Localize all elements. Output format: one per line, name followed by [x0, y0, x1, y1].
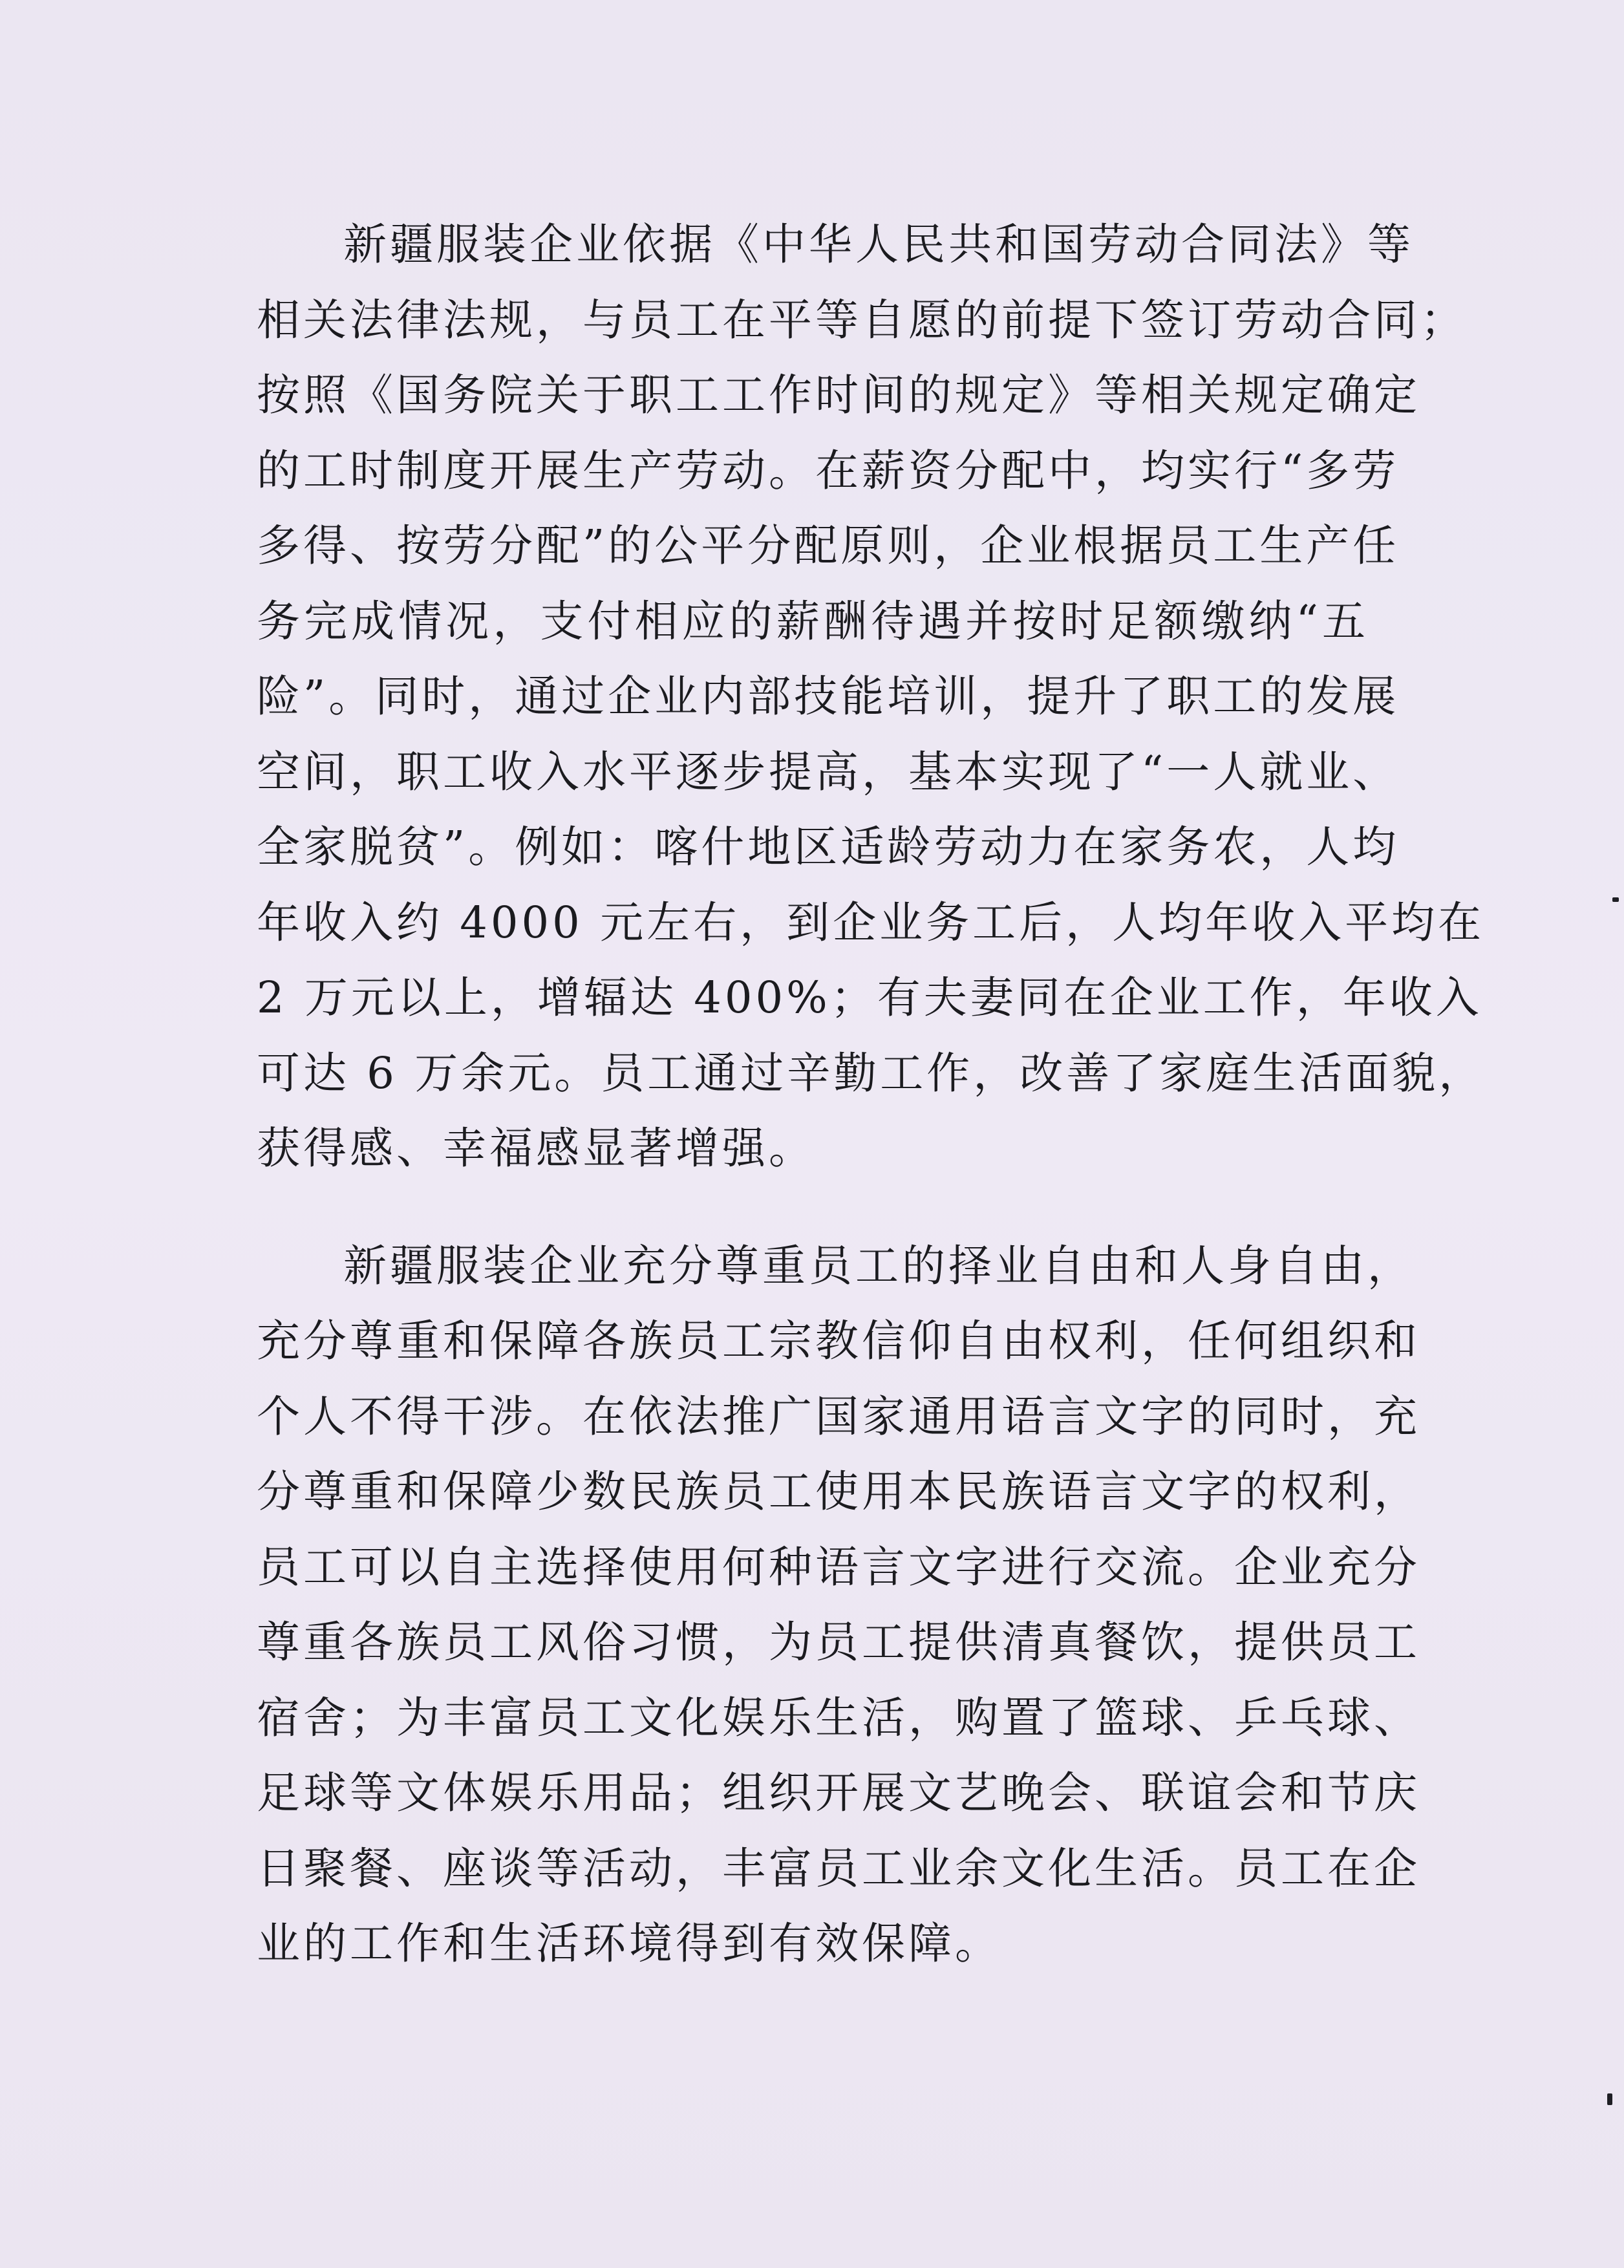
text-line: 尊重各族员工风俗习惯，为员工提供清真餐饮，提供员工 [257, 1617, 1420, 1667]
text-line: 可达 6 万余元。员工通过辛勤工作，改善了家庭生活面貌， [257, 1047, 1486, 1098]
scan-speck [1612, 897, 1619, 902]
text-line: 年收入约 4000 元左右，到企业务工后，人均年收入平均在 [257, 897, 1485, 948]
text-line: 宿舍；为丰富员工文化娱乐生活，购置了篮球、乒乓球、 [257, 1692, 1420, 1743]
text-line: 足球等文体娱乐用品；组织开展文艺晚会、联谊会和节庆 [257, 1768, 1420, 1818]
paragraph-freedom-rights [257, 1228, 1420, 1982]
text-line: 日聚餐、座谈等活动，丰富员工业余文化生活。员工在企 [257, 1843, 1420, 1894]
text-line: 多得、按劳分配”的公平分配原则，企业根据员工生产任 [257, 520, 1400, 571]
scan-speck [1607, 2093, 1612, 2105]
text-line: 2 万元以上，增辐达 400%；有夫妻同在企业工作，年收入 [257, 972, 1482, 1023]
text-line: 分尊重和保障少数民族员工使用本民族语言文字的权利， [257, 1466, 1420, 1517]
text-line: 按照《国务院关于职工工作时间的规定》等相关规定确定 [257, 370, 1420, 420]
text-line: 险”。同时，通过企业内部技能培训，提升了职工的发展 [257, 671, 1400, 722]
text-line: 空间，职工收入水平逐步提高，基本实现了“一人就业、 [257, 746, 1400, 797]
paragraph-labor-contract [257, 207, 1486, 1186]
text-line: 获得感、幸福感显著增强。 [257, 1123, 815, 1173]
text-line: 业的工作和生活环境得到有效保障。 [257, 1918, 1001, 1969]
text-line: 全家脱贫”。例如：喀什地区适龄劳动力在家务农，人均 [257, 822, 1400, 872]
text-line: 新疆服装企业充分尊重员工的择业自由和人身自由， [343, 1240, 1414, 1291]
text-line: 相关法律法规，与员工在平等自愿的前提下签订劳动合同； [257, 294, 1467, 345]
body-text [257, 207, 1486, 1982]
text-line: 的工时制度开展生产劳动。在薪资分配中，均实行“多劳 [257, 445, 1400, 496]
text-line: 务完成情况，支付相应的薪酬待遇并按时足额缴纳“五 [257, 595, 1369, 647]
text-line: 员工可以自主选择使用何种语言文字进行交流。企业充分 [257, 1541, 1420, 1592]
text-line: 充分尊重和保障各族员工宗教信仰自由权利，任何组织和 [257, 1316, 1420, 1366]
text-line: 个人不得干涉。在依法推广国家通用语言文字的同时，充 [257, 1391, 1420, 1442]
text-line: 新疆服装企业依据《中华人民共和国劳动合同法》等 [343, 219, 1414, 270]
